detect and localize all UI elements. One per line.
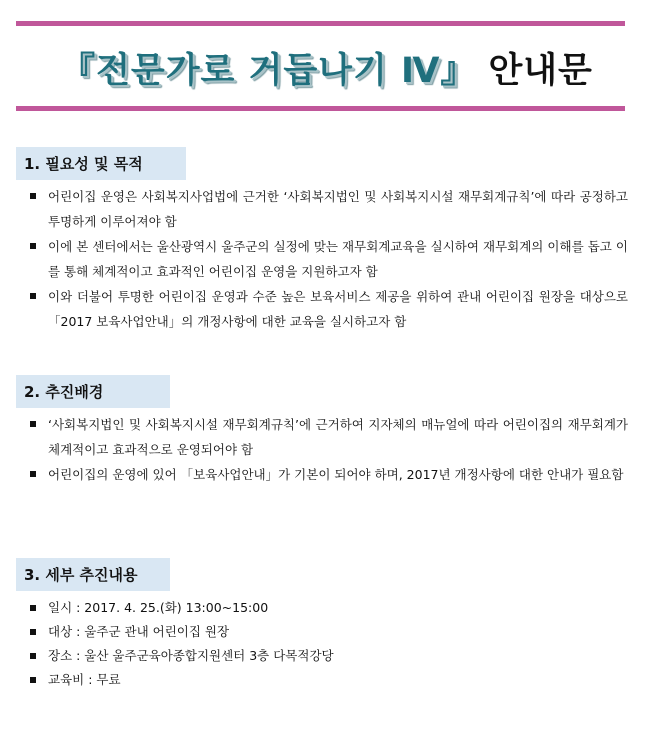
square-bullet-icon xyxy=(30,193,36,199)
list-item xyxy=(30,462,628,487)
square-bullet-icon xyxy=(30,243,36,249)
list-item xyxy=(30,668,628,692)
square-bullet-icon xyxy=(30,471,36,477)
list-item xyxy=(30,596,628,620)
square-bullet-icon xyxy=(30,629,36,635)
list-item-text: 교육비 : 무료 xyxy=(48,672,121,687)
list-item xyxy=(30,620,628,644)
page-title-sub: 안내문 xyxy=(488,51,593,91)
list-item-text: 일시 : 2017. 4. 25.(화) 13:00~15:00 xyxy=(48,600,269,615)
section-heading-background: 2. 추진배경 xyxy=(16,375,170,408)
section-list-details xyxy=(30,596,628,692)
square-bullet-icon xyxy=(30,605,36,611)
square-bullet-icon xyxy=(30,421,36,427)
list-item-text: 어린이집의 운영에 있어 「보육사업안내」가 기본이 되어야 하며, 2017년 개정사항에 대한 안내가 필요함 xyxy=(48,467,624,482)
list-item xyxy=(30,184,628,234)
list-item xyxy=(30,412,628,462)
square-bullet-icon xyxy=(30,677,36,683)
list-item-text: ‘사회복지법인 및 사회복지시설 재무회계규칙’에 근거하여 지자체의 매뉴얼에 따라 어린이집의 재무회계가 체계적이고 효과적으로 운영되어야 함 xyxy=(48,417,628,457)
list-item xyxy=(30,234,628,284)
square-bullet-icon xyxy=(30,653,36,659)
title-bottom-rule xyxy=(16,106,625,111)
list-item xyxy=(30,644,628,668)
list-item-text: 어린이집 운영은 사회복지사업법에 근거한 ‘사회복지법인 및 사회복지시설 재무회계규칙’에 따라 공정하고 투명하게 이루어져야 함 xyxy=(48,189,628,229)
list-item xyxy=(30,284,628,334)
section-heading-details: 3. 세부 추진내용 xyxy=(16,558,170,591)
section-list-purpose xyxy=(30,184,628,334)
list-item-text: 대상 : 울주군 관내 어린이집 원장 xyxy=(48,624,230,639)
square-bullet-icon xyxy=(30,293,36,299)
section-heading-purpose: 1. 필요성 및 목적 xyxy=(16,147,186,180)
page-title-main: 『전문가로 거듭나기 Ⅳ』 xyxy=(60,51,477,91)
list-item-text: 이와 더불어 투명한 어린이집 운영과 수준 높은 보육서비스 제공을 위하여 관내 어린이집 원장을 대상으로 「2017 보육사업안내」의 개정사항에 대한 교육을 실시하고자 함 xyxy=(48,289,628,329)
list-item-text: 장소 : 울산 울주군육아종합지원센터 3층 다목적강당 xyxy=(48,648,334,663)
list-item-text: 이에 본 센터에서는 울산광역시 울주군의 실정에 맞는 재무회계교육을 실시하여 재무회계의 이해를 돕고 이를 통해 체계적이고 효과적인 어린이집 운영을 지원하고자 함 xyxy=(48,239,628,279)
page-title xyxy=(0,36,653,100)
title-top-rule xyxy=(16,21,625,26)
section-list-background xyxy=(30,412,628,487)
